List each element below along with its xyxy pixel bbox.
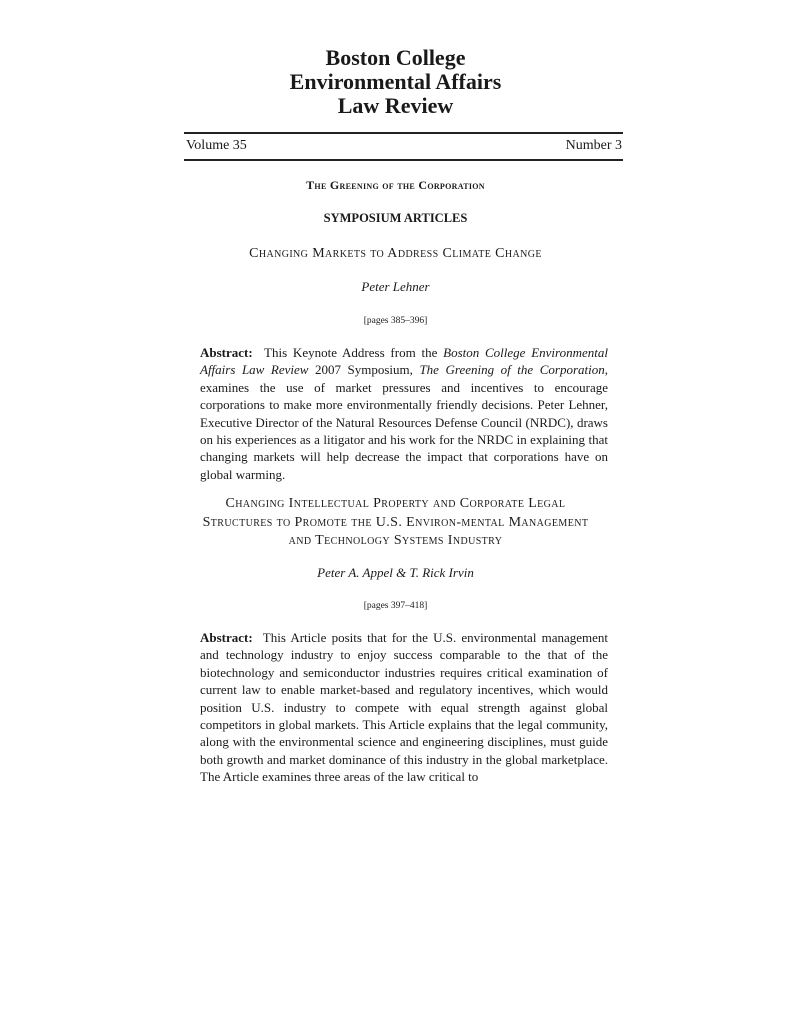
journal-title-line-2: Environmental Affairs: [289, 69, 502, 94]
volume-label: Volume 35: [186, 138, 247, 153]
issue-title: The Greening of the Corporation: [306, 178, 485, 192]
volume-number-row: [186, 138, 622, 154]
abstract-text: This Keynote Address from the: [264, 345, 444, 360]
number-label: Number 3: [565, 138, 622, 153]
article-1-pages: [pages 385–396]: [363, 316, 428, 326]
journal-title-line-1: Boston College: [325, 45, 466, 70]
abstract-text: 2007 Symposium,: [308, 362, 420, 378]
abstract-label: Abstract:: [200, 345, 253, 360]
header-rule-top: [184, 132, 623, 134]
article-1-abstract: [200, 344, 608, 483]
abstract-label: Abstract:: [200, 630, 253, 645]
article-2-title-line-1: Changing Intellectual Property and Corporate Legal: [225, 496, 566, 511]
section-heading: SYMPOSIUM ARTICLES: [323, 211, 468, 225]
journal-title-line-3: Law Review: [337, 93, 454, 118]
article-2-abstract: [200, 629, 608, 786]
article-2-author: Peter A. Appel & T. Rick Irvin: [317, 565, 474, 580]
abstract-text: This Article posits that for the U.S. environmental management and technology industry to enjoy success comparable to the that of the biotechnology and semiconductor industries requires critical examination of current law to enable market-based and regulatory incentives, which would position U.S. industry to compete with equal strength against global competitors in global markets. This Article explains that the legal community, along with the environmental science and engineering disciplines, must guide both growth and market dominance of this industry in the global marketplace. The Article examines three areas of the law critical to: [200, 630, 609, 785]
header-rule-bottom: [184, 159, 623, 161]
article-2-title-line-2: Structures to Promote the U.S. Environ-mental Management: [202, 515, 589, 530]
abstract-italic-journal: Boston College Environmental Affairs Law Review: [200, 345, 609, 378]
article-2-pages: [pages 397–418]: [363, 601, 428, 611]
article-2-title-line-3: and Technology Systems Industry: [288, 533, 503, 548]
article-1-author: Peter Lehner: [361, 279, 430, 294]
abstract-italic-symposium: The Greening of the Corporation: [419, 362, 605, 378]
abstract-text: , examines the use of market pressures and incentives to encourage corporations to make more environmentally friendly decisions. Peter Lehner, Executive Director of the Natural Resources Defense Council (NRDC), draws on his experiences as a litigator and his work for the NRDC in explaining that changing markets will help decrease the impact that corporations have on global warming.: [200, 362, 608, 482]
journal-title: [0, 46, 791, 118]
article-1-title: Changing Markets to Address Climate Change: [249, 246, 542, 261]
